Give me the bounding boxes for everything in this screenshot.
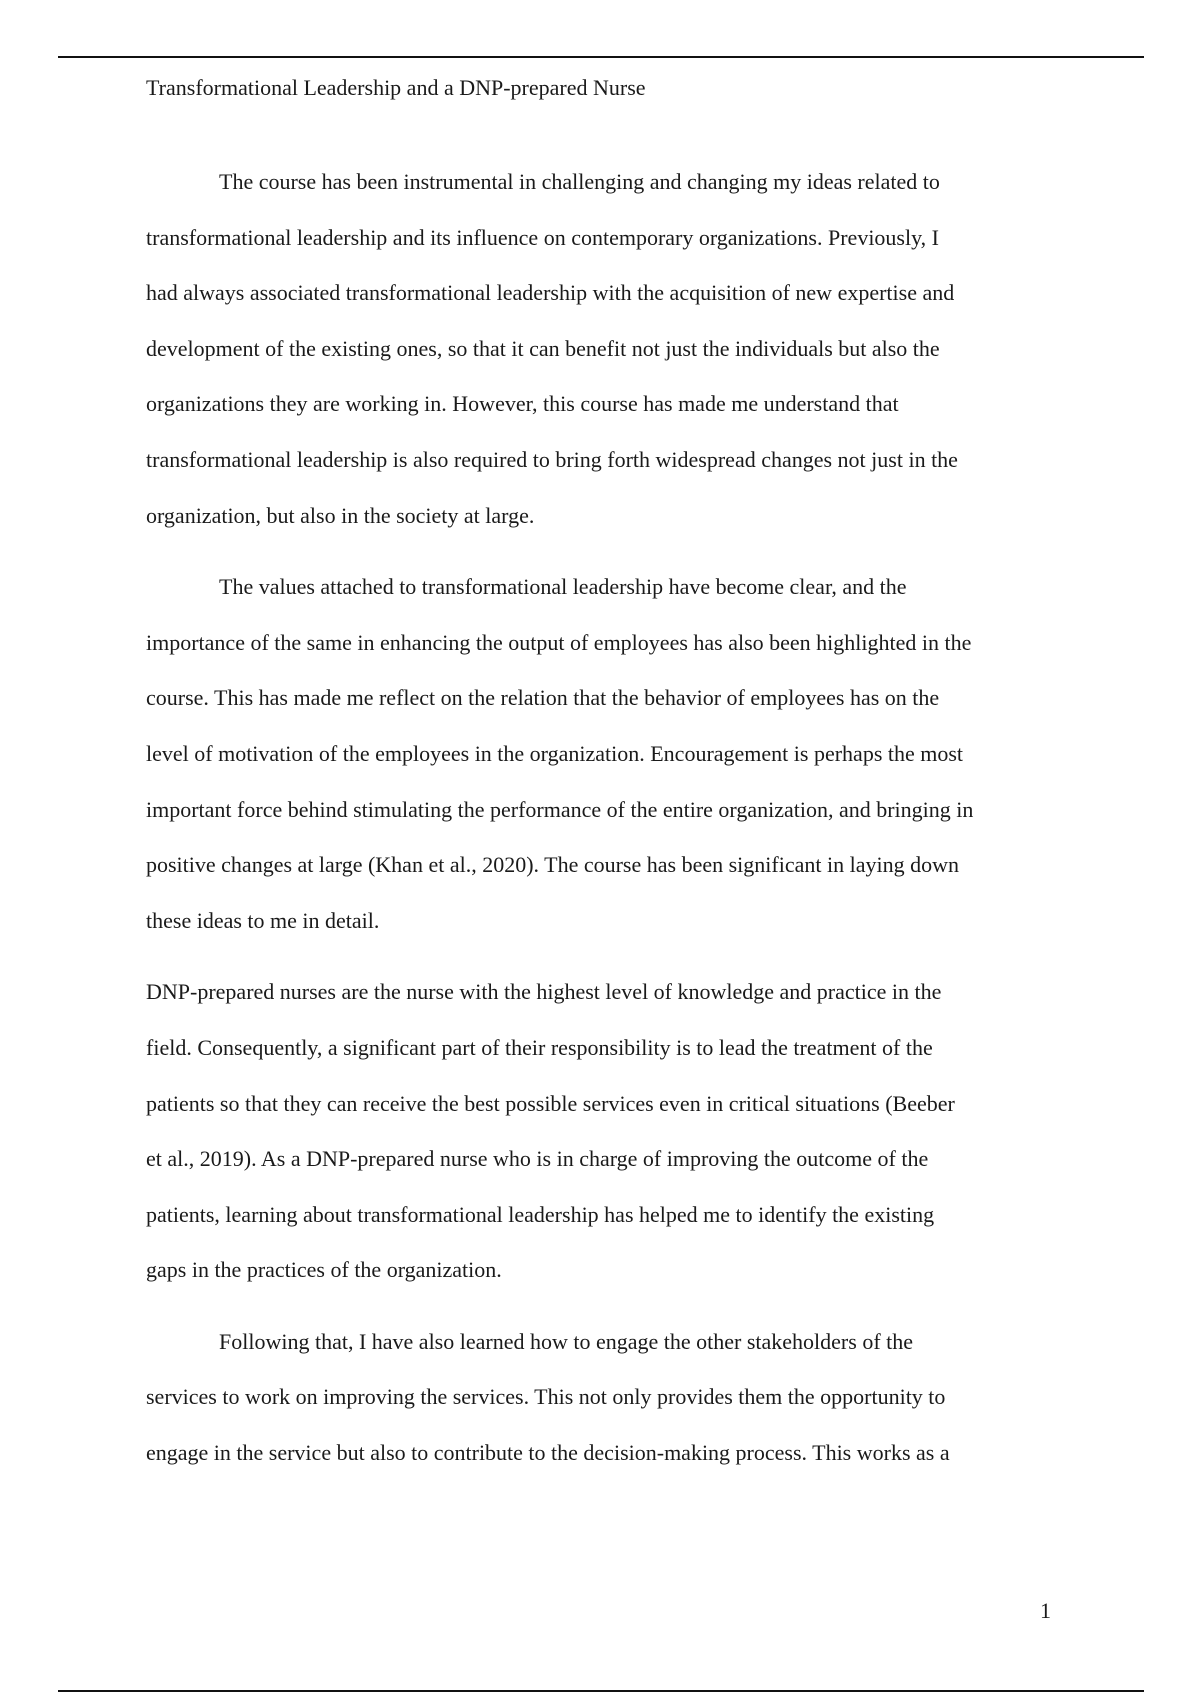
page-number: 1 [1040,1598,1051,1623]
top-rule [58,56,1144,58]
text-line: The values attached to transformational leadership have become clear, and the [219,574,907,600]
running-head: Transformational Leadership and a DNP-prepared Nurse [146,75,646,100]
text-line: important force behind stimulating the performance of the entire organization, and bringing in [146,796,974,822]
paragraph-4 [146,1314,1066,1481]
text-line: had always associated transformational leadership with the acquisition of new expertise and [146,280,955,306]
text-line: these ideas to me in detail. [146,907,380,933]
text-line: engage in the service but also to contribute to the decision-making process. This works as a [146,1440,950,1466]
text-line: gaps in the practices of the organization. [146,1257,502,1283]
text-line: et al., 2019). As a DNP-prepared nurse who is in charge of improving the outcome of the [146,1146,929,1172]
text-line: DNP-prepared nurses are the nurse with the highest level of knowledge and practice in the [146,979,942,1005]
text-line: development of the existing ones, so that it can benefit not just the individuals but also the [146,335,940,361]
text-line: transformational leadership and its influence on contemporary organizations. Previously, I [146,224,939,250]
text-line: level of motivation of the employees in the organization. Encouragement is perhaps the most [146,740,964,766]
text-line: positive changes at large (Khan et al., 2020). The course has been significant in laying down [146,852,959,878]
text-line: importance of the same in enhancing the output of employees has also been highlighted in the [146,629,972,655]
paragraph-1 [146,154,1066,543]
text-line: organizations they are working in. However, this course has made me understand that [146,391,899,417]
text-line: field. Consequently, a significant part of their responsibility is to lead the treatment of the [146,1034,933,1060]
text-line: patients so that they can receive the best possible services even in critical situations (Beeber [146,1090,955,1116]
text-line: transformational leadership is also required to bring forth widespread changes not just in the [146,446,958,472]
body-text [146,154,1066,1497]
bottom-rule [58,1690,1144,1692]
text-line: patients, learning about transformational leadership has helped me to identify the existing [146,1201,935,1227]
text-line: The course has been instrumental in challenging and changing my ideas related to [219,169,940,194]
text-line: course. This has made me reflect on the relation that the behavior of employees has on the [146,685,940,711]
text-line: services to work on improving the services. This not only provides them the opportunity to [146,1384,946,1410]
text-line: organization, but also in the society at large. [146,502,535,528]
text-line: Following that, I have also learned how to engage the other stakeholders of the [219,1328,914,1354]
paragraph-3 [146,964,1066,1298]
paragraph-2 [146,559,1066,948]
